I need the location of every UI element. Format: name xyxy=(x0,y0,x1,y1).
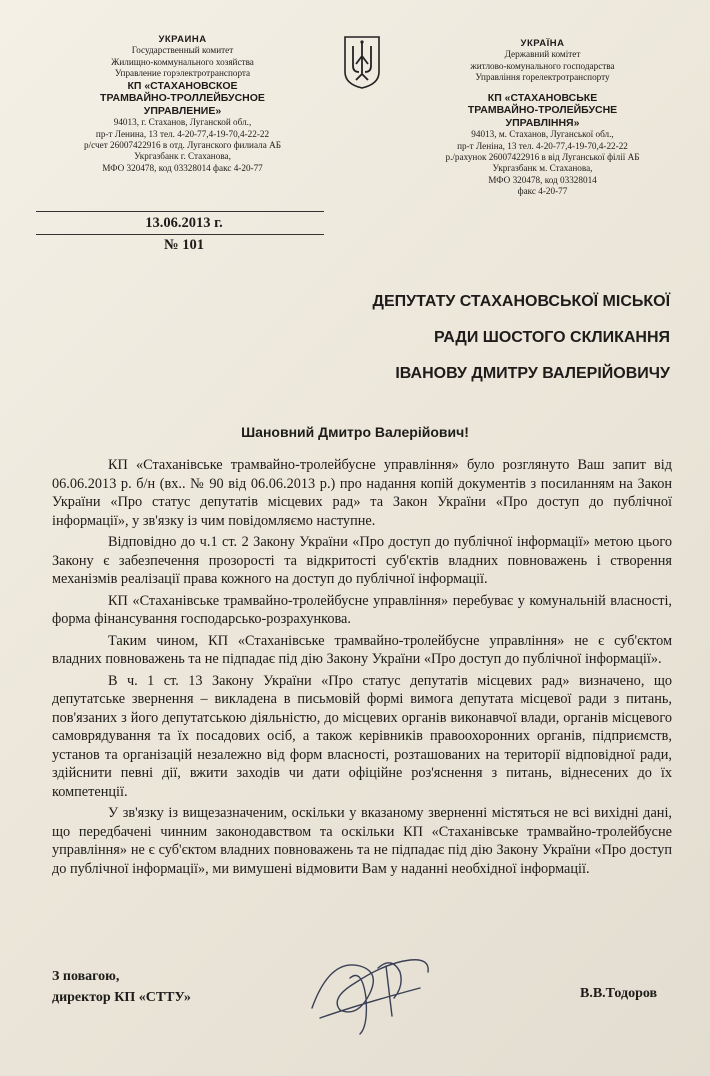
letterhead-org: ТРАМВАЙНО-ТРОЛЛЕЙБУСНОЕ xyxy=(100,92,265,105)
handwritten-signature-icon xyxy=(300,938,440,1038)
letter-body xyxy=(52,456,672,881)
letterhead-line: Державний комітет xyxy=(504,49,581,60)
letterhead-address: 94013, м. Стаханов, Луганської обл., xyxy=(471,129,614,140)
letterhead-address: р./рахунок 26007422916 в від Луганської філії АБ xyxy=(445,151,640,162)
letterhead-org: КП «СТАХАНОВСКОЕ xyxy=(127,79,238,92)
signer-position: директор КП «СТТУ» xyxy=(52,990,191,1005)
salutation: Шановний Дмитро Валерійович! xyxy=(241,424,469,440)
addressee-line: ДЕПУТАТУ СТАХАНОВСЬКОЇ МІСЬКОЇ xyxy=(372,293,670,310)
signer-name: В.В.Тодоров xyxy=(580,986,658,1001)
body-paragraph: В ч. 1 ст. 13 Закону України «Про статус депутатів місцевих рад» визначено, що депутатське звернення – викладена в письмовій формі вимога депутата місцевої ради з питань, пов'язаних з його депутатською діяльністю, до місцевих органів виконавчої влади, органів місцевого самоврядування та їх посадових осіб, а також керівників правоохоронних органів, підприємств, установ та організацій незалежно від форм власності, розташованих на території відповідної ради, здійснити певні дії, вжити заходів чи дати офіційне роз'яснення з питань, віднесених до їх компетенції. xyxy=(52,672,672,800)
letterhead-org: КП «СТАХАНОВСЬКЕ xyxy=(487,91,598,104)
letterhead-left xyxy=(40,34,325,174)
letterhead-address: р/счет 26007422916 в отд. Луганского филиала АБ xyxy=(83,139,281,150)
letterhead-country: УКРАИНА xyxy=(158,34,207,45)
letterhead-address: Укргазбанк м. Стаханова, xyxy=(492,163,593,174)
signature-block xyxy=(52,966,191,1008)
letterhead-address: 94013, г. Стаханов, Луганской обл., xyxy=(113,117,252,128)
divider xyxy=(36,211,324,212)
divider xyxy=(36,234,324,235)
body-paragraph: КП «Стаханівське трамвайно-тролейбусне управління» перебуває у комунальній власності, форма фінансування господарсько-розрахункова. xyxy=(52,592,672,627)
letterhead-line: Жилищно-коммунального хозяйства xyxy=(111,56,254,67)
letterhead-address: Укргазбанк г. Стаханова, xyxy=(134,151,231,162)
letterhead-org: УПРАВЛІННЯ» xyxy=(505,116,580,129)
letterhead-address: МФО 320478, код 03328014 xyxy=(488,174,597,185)
closing-text: З повагою, xyxy=(52,969,120,984)
letterhead-address: МФО 320478, код 03328014 факс 4-20-77 xyxy=(102,162,263,173)
letterhead-line: житлово-комунального господарства xyxy=(470,60,615,71)
addressee-line: РАДИ ШОСТОГО СКЛИКАННЯ xyxy=(434,329,670,346)
letterhead-right xyxy=(400,38,685,198)
letterhead-line: Управление горэлектротранспорта xyxy=(114,68,251,79)
letterhead-address: факс 4-20-77 xyxy=(517,186,568,197)
letterhead-address: пр-т Леніна, 13 тел. 4-20-77,4-19-70,4-22-22 xyxy=(457,140,628,151)
letterhead-address: пр-т Ленина, 13 тел. 4-20-77,4-19-70,4-22-22 xyxy=(95,128,270,139)
letterhead-org: УПРАВЛЕНИЕ» xyxy=(143,104,222,117)
body-paragraph: КП «Стаханівське трамвайно-тролейбусне управління» було розглянуто Ваш запит від 06.06.2013 р. б/н (вх.. № 90 від 06.06.2013 р.) про надання копій документів з посиланням на Закон України «Про статус депутатів місцевих рад» та Закон України «Про доступ до публічної інформації», у зв'язку із чим повідомляємо наступне. xyxy=(52,457,672,529)
body-paragraph: У зв'язку із вищезазначеним, оскільки у вказаному зверненні містяться не всі вихідні дані, що передбачені чинним законодавством та оскільки КП «Стаханівське трамвайно-тролейбусне управління» не є суб'єктом владних повноважень та не підпадає під дію Закону України «Про доступ до публічної інформації», ми вимушені відмовити Вам у наданні необхідної інформації. xyxy=(52,805,672,877)
letterhead-line: Государственный комитет xyxy=(131,45,234,56)
addressee-line: ІВАНОВУ ДМИТРУ ВАЛЕРІЙОВИЧУ xyxy=(395,365,670,382)
letterhead-line: Управління горелектротранспорту xyxy=(475,72,610,83)
addressee-block xyxy=(373,284,670,392)
body-paragraph: Відповідно до ч.1 ст. 2 Закону України «Про доступ до публічної інформації» метою цього Закону є забезпечення прозорості та відкритості суб'єктів владних повноважень і створення механізмів реалізації права кожного на доступ до публічної інформації. xyxy=(52,534,672,587)
trident-coat-of-arms-icon xyxy=(342,34,382,90)
letterhead-org: ТРАМВАЙНО-ТРОЛЕЙБУСНЕ xyxy=(467,104,618,117)
document-number: № 101 xyxy=(164,237,204,253)
body-paragraph: Таким чином, КП «Стаханівське трамвайно-тролейбусне управління» не є суб'єктом владних повноважень та не підпадає під дію Закону України «Про доступ до публічної інформації». xyxy=(52,632,672,667)
letterhead-country: УКРАЇНА xyxy=(520,38,565,49)
document-date: 13.06.2013 г. xyxy=(145,215,223,231)
